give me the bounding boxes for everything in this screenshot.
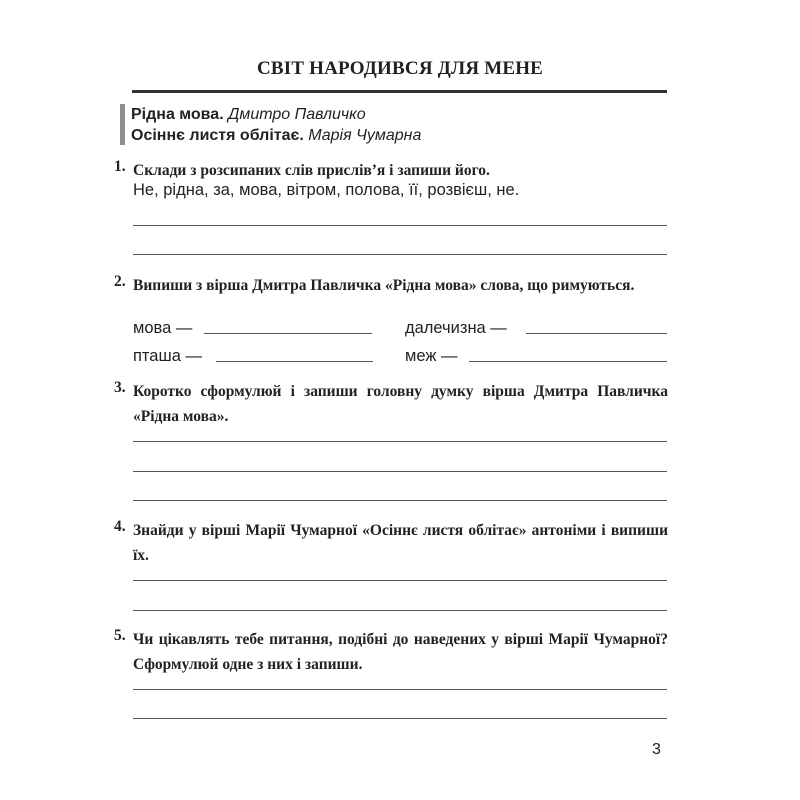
rhyme-word-mezh: меж — (405, 347, 458, 365)
task-5-number: 5. (114, 627, 126, 644)
task-4-text: Знайди у вірші Марії Чумарної «Осіннє листя облітає» антоніми і випиши їх. (133, 522, 668, 564)
task-1-scrambled-words: Не, рідна, за, мова, вітром, полова, її, розвієш, не. (133, 181, 520, 199)
rhyme-answer-line-mova[interactable] (204, 333, 372, 334)
task-3-answer-line-1[interactable] (133, 441, 667, 442)
reading-2 (131, 127, 421, 145)
readings-accent-bar (120, 104, 125, 145)
task-3-answer-line-2[interactable] (133, 471, 667, 472)
reading-2-title: Осіннє листя облітає. (131, 127, 304, 144)
task-1-text: Склади з розсипаних слів прислів’я і запиши його. (133, 162, 490, 179)
task-5-answer-line-2[interactable] (133, 718, 667, 719)
task-1-number: 1. (114, 158, 126, 175)
task-3-text: Коротко сформулюй і запиши головну думку вірша Дмитра Павличка «Рідна мова». (133, 383, 668, 425)
task-2-number: 2. (114, 273, 126, 290)
reading-1-author: Дмитро Павличко (228, 106, 366, 123)
task-3-answer-line-3[interactable] (133, 500, 667, 501)
page-number: 3 (652, 741, 661, 758)
task-1-answer-line-2[interactable] (133, 254, 667, 255)
task-3-number: 3. (114, 379, 126, 396)
task-4-answer-line-1[interactable] (133, 580, 667, 581)
rhyme-word-mova: мова — (133, 319, 193, 337)
reading-2-author: Марія Чумарна (308, 127, 422, 144)
task-5-answer-line-1[interactable] (133, 689, 667, 690)
rhyme-word-ptasha: пташа — (133, 347, 202, 365)
rhyme-word-dalechyzna: далечизна — (405, 319, 507, 337)
task-4-number: 4. (114, 518, 126, 535)
reading-1-title: Рідна мова. (131, 106, 224, 123)
page-title: СВІТ НАРОДИВСЯ ДЛЯ МЕНЕ (256, 58, 544, 79)
reading-1 (131, 106, 366, 124)
task-5-text: Чи цікавлять тебе питання, подібні до наведених у вірші Марії Чумарної? Сформулюй одне з них і запиши. (133, 631, 668, 673)
task-2-text: Випиши з вірша Дмитра Павличка «Рідна мова» слова, що римуються. (133, 277, 635, 294)
rhyme-answer-line-dalechyzna[interactable] (526, 333, 667, 334)
rhyme-answer-line-mezh[interactable] (469, 361, 667, 362)
task-1-answer-line-1[interactable] (133, 225, 667, 226)
title-divider (132, 90, 667, 93)
rhyme-answer-line-ptasha[interactable] (216, 361, 373, 362)
task-4-answer-line-2[interactable] (133, 610, 667, 611)
